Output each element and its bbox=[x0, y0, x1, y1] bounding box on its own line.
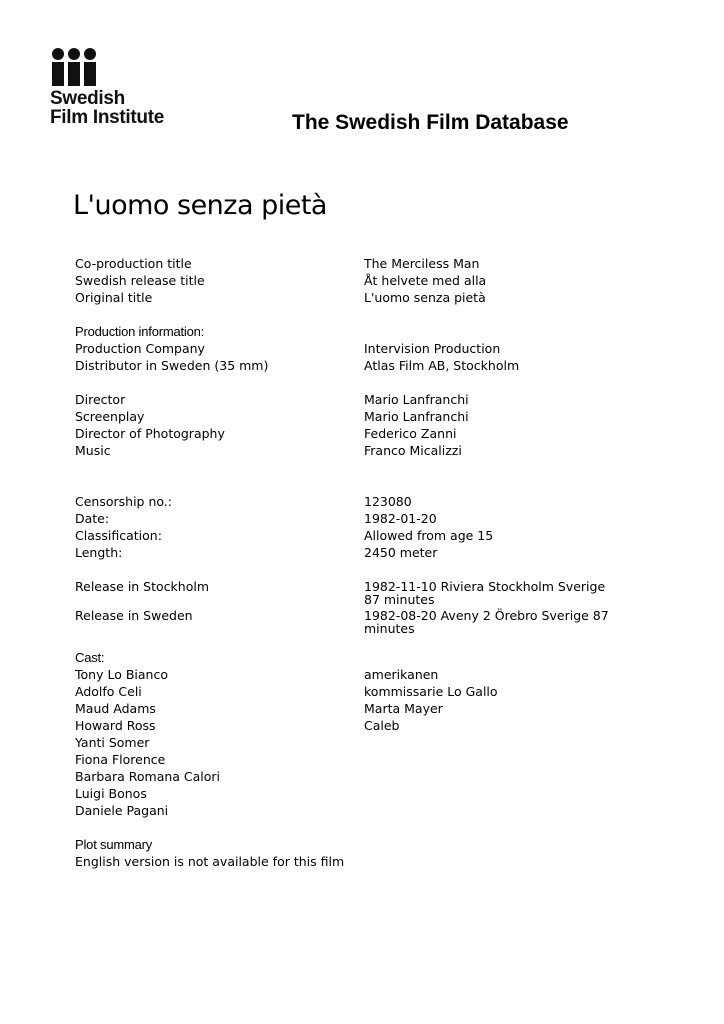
detail-label: Director of Photography bbox=[75, 426, 225, 441]
cast-row bbox=[75, 700, 675, 717]
detail-row bbox=[75, 527, 675, 544]
production-section bbox=[75, 323, 675, 374]
titles-section bbox=[75, 255, 675, 306]
cast-row bbox=[75, 717, 675, 734]
detail-row bbox=[75, 425, 675, 442]
detail-label: Music bbox=[75, 443, 111, 458]
detail-value: The Merciless Man bbox=[364, 256, 480, 271]
detail-row bbox=[75, 340, 675, 357]
detail-value: Allowed from age 15 bbox=[364, 528, 494, 543]
detail-row bbox=[75, 272, 675, 289]
detail-label: Distributor in Sweden (35 mm) bbox=[75, 358, 269, 373]
cast-row bbox=[75, 768, 675, 785]
cast-name: Maud Adams bbox=[75, 701, 156, 716]
release-value: 1982-08-20 Aveny 2 Örebro Sverige 87 minutes bbox=[364, 608, 609, 636]
release-label: Release in Stockholm bbox=[75, 579, 209, 594]
sfi-logo bbox=[50, 48, 180, 127]
detail-value: 123080 bbox=[364, 494, 412, 509]
detail-label: Co-production title bbox=[75, 256, 192, 271]
release-row bbox=[75, 578, 675, 607]
cast-name: Yanti Somer bbox=[75, 735, 150, 750]
detail-row bbox=[75, 442, 675, 459]
cast-row bbox=[75, 666, 675, 683]
film-title: L'uomo senza pietà bbox=[73, 190, 327, 221]
cast-heading: Cast: bbox=[75, 650, 105, 665]
cast-row bbox=[75, 734, 675, 751]
detail-value: Franco Micalizzi bbox=[364, 443, 462, 458]
plot-section bbox=[75, 836, 675, 870]
detail-row bbox=[75, 544, 675, 561]
cast-name: Fiona Florence bbox=[75, 752, 166, 767]
detail-row bbox=[75, 357, 675, 374]
logo-line-2: Film Institute bbox=[50, 107, 165, 128]
database-title: The Swedish Film Database bbox=[292, 111, 569, 134]
detail-row bbox=[75, 493, 675, 510]
detail-row bbox=[75, 510, 675, 527]
cast-row bbox=[75, 683, 675, 700]
spacer bbox=[75, 636, 675, 649]
detail-value: Åt helvete med alla bbox=[364, 273, 487, 288]
detail-row bbox=[75, 391, 675, 408]
sfi-logo-mark-icon bbox=[50, 48, 100, 88]
detail-label: Director bbox=[75, 392, 126, 407]
detail-value: Intervision Production bbox=[364, 341, 501, 356]
section-heading bbox=[75, 836, 675, 853]
spacer bbox=[75, 374, 675, 391]
plot-text: English version is not available for this film bbox=[75, 854, 345, 869]
cast-row bbox=[75, 751, 675, 768]
sfi-logo-text bbox=[50, 89, 180, 127]
cast-name: Daniele Pagani bbox=[75, 803, 169, 818]
cast-row bbox=[75, 785, 675, 802]
plot-heading: Plot summary bbox=[75, 837, 153, 852]
cast-name: Adolfo Celi bbox=[75, 684, 142, 699]
detail-value: 2450 meter bbox=[364, 545, 438, 560]
spacer bbox=[75, 819, 675, 836]
detail-row bbox=[75, 255, 675, 272]
detail-label: Length: bbox=[75, 545, 123, 560]
detail-label: Date: bbox=[75, 511, 110, 526]
detail-row bbox=[75, 289, 675, 306]
cast-role: amerikanen bbox=[364, 667, 439, 682]
cast-name: Howard Ross bbox=[75, 718, 156, 733]
detail-label: Censorship no.: bbox=[75, 494, 172, 509]
cast-role: kommissarie Lo Gallo bbox=[364, 684, 498, 699]
detail-value: L'uomo senza pietà bbox=[364, 290, 486, 305]
detail-label: Original title bbox=[75, 290, 153, 305]
cast-name: Luigi Bonos bbox=[75, 786, 147, 801]
cast-role: Caleb bbox=[364, 718, 400, 733]
section-heading bbox=[75, 649, 675, 666]
censorship-section bbox=[75, 493, 675, 561]
production-heading: Production information: bbox=[75, 324, 205, 339]
spacer bbox=[75, 459, 675, 493]
detail-label: Swedish release title bbox=[75, 273, 205, 288]
spacer bbox=[75, 561, 675, 578]
detail-label: Production Company bbox=[75, 341, 205, 356]
detail-value: Mario Lanfranchi bbox=[364, 409, 469, 424]
cast-section bbox=[75, 649, 675, 819]
release-row bbox=[75, 607, 675, 636]
detail-value: Mario Lanfranchi bbox=[364, 392, 469, 407]
detail-value: Atlas Film AB, Stockholm bbox=[364, 358, 520, 373]
cast-name: Tony Lo Bianco bbox=[75, 667, 168, 682]
crew-section bbox=[75, 391, 675, 459]
release-label: Release in Sweden bbox=[75, 608, 193, 623]
release-value: 1982-11-10 Riviera Stockholm Sverige 87 minutes bbox=[364, 579, 606, 607]
detail-row bbox=[75, 408, 675, 425]
logo-line-1: Swedish bbox=[50, 88, 125, 109]
cast-name: Barbara Romana Calori bbox=[75, 769, 221, 784]
film-details bbox=[75, 255, 675, 870]
detail-label: Screenplay bbox=[75, 409, 145, 424]
spacer bbox=[75, 306, 675, 323]
detail-label: Classification: bbox=[75, 528, 162, 543]
cast-row bbox=[75, 802, 675, 819]
release-section bbox=[75, 578, 675, 636]
detail-value: Federico Zanni bbox=[364, 426, 457, 441]
detail-value: 1982-01-20 bbox=[364, 511, 437, 526]
cast-role: Marta Mayer bbox=[364, 701, 443, 716]
section-heading bbox=[75, 323, 675, 340]
